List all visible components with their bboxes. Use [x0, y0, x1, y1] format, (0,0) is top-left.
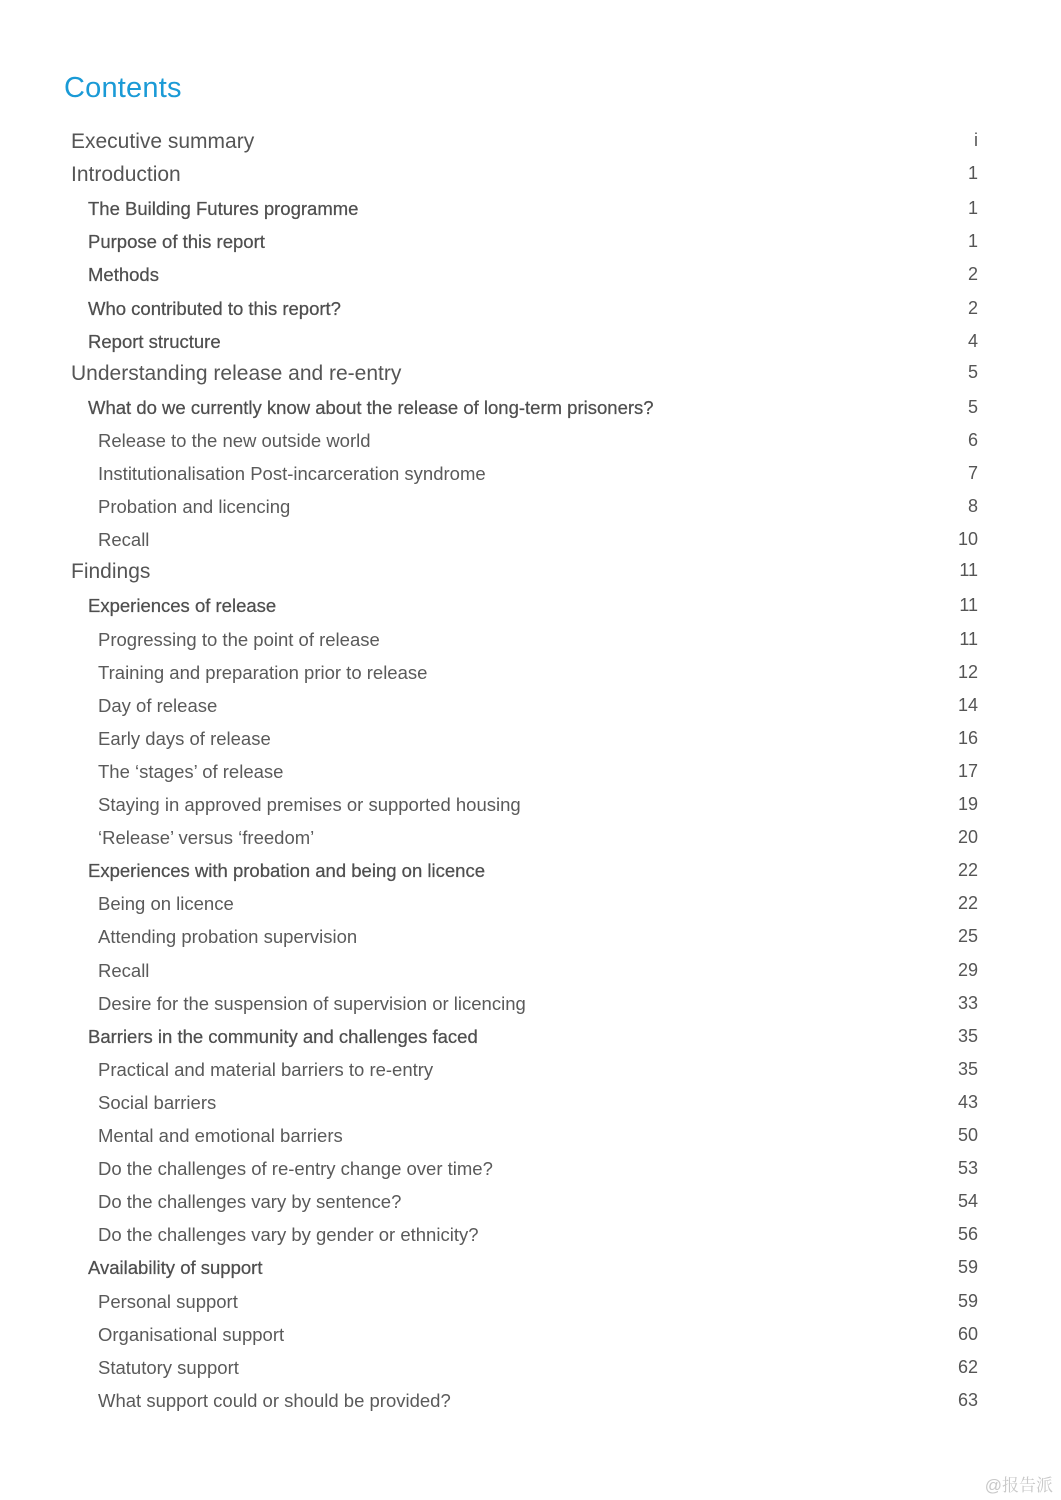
toc-entry-label[interactable]: Personal support	[98, 1290, 238, 1312]
toc-entry[interactable]	[0, 1119, 1061, 1152]
toc-entry-page-number[interactable]: 35	[957, 1025, 978, 1046]
toc-entry[interactable]	[0, 523, 1061, 556]
toc-entry[interactable]	[0, 424, 1061, 457]
toc-entry[interactable]	[0, 821, 1061, 854]
toc-entry[interactable]	[0, 1086, 1061, 1119]
toc-entry-label[interactable]: Statutory support	[98, 1356, 239, 1378]
toc-entry-label[interactable]: Practical and material barriers to re-entry	[98, 1058, 434, 1080]
toc-entry-page-number[interactable]: 5	[967, 361, 978, 382]
toc-entry-page-number[interactable]: 33	[957, 992, 978, 1013]
toc-entry-label[interactable]: The Building Futures programme	[88, 198, 359, 220]
toc-entry[interactable]	[0, 292, 1061, 325]
toc-entry[interactable]	[0, 623, 1061, 656]
toc-entry-page-number[interactable]: 8	[967, 496, 978, 517]
toc-entry-page-number[interactable]: 11	[959, 560, 978, 581]
toc-entry-page-number[interactable]: 29	[957, 959, 978, 980]
toc-entry-label[interactable]: Experiences of release	[88, 595, 277, 617]
toc-entry-page-number[interactable]: 6	[967, 429, 978, 450]
toc-entry[interactable]	[0, 788, 1061, 821]
toc-entry-label[interactable]: Attending probation supervision	[98, 926, 358, 948]
toc-entry[interactable]	[0, 755, 1061, 788]
toc-entry[interactable]	[0, 1020, 1061, 1053]
toc-entry-page-number[interactable]: 56	[957, 1224, 978, 1245]
toc-entry-page-number[interactable]: 63	[957, 1389, 978, 1410]
toc-entry-label[interactable]: Methods	[88, 264, 159, 286]
toc-entry-label[interactable]: Barriers in the community and challenges faced	[88, 1025, 478, 1047]
toc-entry[interactable]	[0, 920, 1061, 953]
toc-entry-label[interactable]: Day of release	[98, 694, 218, 716]
toc-entry-page-number[interactable]: 7	[967, 463, 978, 483]
toc-entry-label[interactable]: Early days of release	[98, 727, 271, 749]
toc-entry-label[interactable]: Being on licence	[98, 893, 234, 915]
toc-entry-label[interactable]: Desire for the suspension of supervision or licencing	[98, 992, 526, 1014]
toc-entry-page-number[interactable]: 5	[967, 396, 978, 417]
toc-entry[interactable]	[0, 1251, 1061, 1284]
toc-entry-page-number[interactable]: 16	[957, 727, 978, 748]
toc-entry-page-number[interactable]: 54	[957, 1191, 978, 1212]
toc-entry[interactable]	[0, 225, 1061, 258]
toc-entry[interactable]	[0, 325, 1061, 358]
toc-entry[interactable]	[0, 159, 1061, 192]
toc-entry-label[interactable]: The ‘stages’ of release	[98, 760, 284, 782]
toc-entry-label[interactable]: Introduction	[71, 163, 181, 187]
toc-entry[interactable]	[0, 722, 1061, 755]
toc-entry-page-number[interactable]: 22	[957, 893, 978, 914]
toc-entry-page-number[interactable]: 50	[957, 1125, 978, 1145]
toc-entry-page-number[interactable]: 11	[959, 595, 978, 616]
toc-entry[interactable]	[0, 1152, 1061, 1185]
toc-entry-label[interactable]: Do the challenges vary by sentence?	[98, 1191, 402, 1213]
toc-entry-label[interactable]: Institutionalisation Post-incarceration syndrome	[98, 463, 486, 484]
toc-entry-label[interactable]: Recall	[98, 529, 150, 551]
toc-entry[interactable]	[0, 987, 1061, 1020]
toc-entry-label[interactable]: Do the challenges vary by gender or ethnicity?	[98, 1224, 479, 1246]
toc-entry-label[interactable]: What support could or should be provided?	[98, 1389, 451, 1411]
toc-entry[interactable]	[0, 258, 1061, 291]
toc-entry-page-number[interactable]: 12	[957, 661, 978, 682]
toc-entry[interactable]	[0, 490, 1061, 523]
toc-entry[interactable]	[0, 1185, 1061, 1218]
toc-entry-page-number[interactable]: 10	[957, 529, 978, 550]
toc-entry-page-number[interactable]: 1	[967, 231, 978, 252]
toc-entry-page-number[interactable]: 59	[957, 1257, 978, 1278]
toc-entry-page-number[interactable]: 35	[957, 1058, 978, 1079]
toc-entry-label[interactable]: Organisational support	[98, 1323, 285, 1345]
toc-entry[interactable]	[0, 656, 1061, 689]
toc-entry-label[interactable]: Experiences with probation and being on licence	[88, 860, 485, 882]
toc-entry[interactable]	[0, 457, 1061, 490]
toc-entry-label[interactable]: Social barriers	[98, 1091, 217, 1113]
toc-entry[interactable]	[0, 589, 1061, 622]
toc-entry-label[interactable]: Report structure	[88, 330, 221, 352]
toc-entry[interactable]	[0, 887, 1061, 920]
toc-entry-page-number[interactable]: 60	[957, 1323, 978, 1344]
toc-entry-page-number[interactable]: 1	[967, 163, 978, 184]
toc-entry-page-number[interactable]: 22	[957, 860, 978, 881]
watermark: @报告派	[984, 1476, 1053, 1495]
toc-entry-label[interactable]: Do the challenges of re-entry change over time?	[98, 1158, 493, 1180]
toc-entry-label[interactable]: Mental and emotional barriers	[98, 1125, 343, 1146]
page-title: Contents	[64, 72, 182, 104]
toc-entry-page-number[interactable]: 1	[967, 198, 978, 219]
toc-entry-label[interactable]: Availability of support	[88, 1257, 263, 1279]
toc-entry-label[interactable]: ‘Release’ versus ‘freedom’	[98, 827, 315, 849]
toc-entry[interactable]	[0, 1318, 1061, 1351]
toc-entry-label[interactable]: Recall	[98, 959, 150, 981]
toc-entry[interactable]	[0, 689, 1061, 722]
toc-entry-label[interactable]: Release to the new outside world	[98, 429, 371, 451]
toc-entry[interactable]	[0, 1351, 1061, 1384]
toc-entry-label[interactable]: Training and preparation prior to release	[98, 661, 428, 683]
toc-entry-page-number[interactable]: 2	[967, 264, 978, 285]
toc-entry[interactable]	[0, 126, 1061, 159]
toc-entry-page-number[interactable]: 19	[957, 794, 978, 814]
toc-entry-page-number[interactable]: 20	[957, 827, 978, 848]
toc-entry-page-number[interactable]: 14	[957, 694, 978, 715]
toc-entry[interactable]	[0, 854, 1061, 887]
toc-entry-label[interactable]: Staying in approved premises or supported housing	[98, 794, 521, 815]
toc-entry[interactable]	[0, 954, 1061, 987]
toc-entry-label[interactable]: Probation and licencing	[98, 496, 291, 518]
toc-entry-label[interactable]: Purpose of this report	[88, 231, 265, 253]
toc-entry-page-number[interactable]: 25	[957, 926, 978, 947]
toc-entry[interactable]	[0, 1053, 1061, 1086]
toc-entry-page-number[interactable]: i	[974, 130, 978, 150]
toc-entry-page-number[interactable]: 2	[967, 297, 978, 318]
toc-entry-label[interactable]: What do we currently know about the release of long-term prisoners?	[88, 396, 654, 418]
toc-entry-page-number[interactable]: 53	[957, 1158, 978, 1179]
toc-entry-page-number[interactable]: 62	[957, 1356, 978, 1377]
toc-entry-label[interactable]: Progressing to the point of release	[98, 628, 380, 650]
toc-entry-label[interactable]: Findings	[71, 560, 151, 584]
toc-entry[interactable]	[0, 1218, 1061, 1251]
toc-entry-page-number[interactable]: 11	[959, 628, 978, 649]
toc-entry-label[interactable]: Who contributed to this report?	[88, 297, 341, 319]
toc-entry[interactable]	[0, 358, 1061, 391]
toc-entry-page-number[interactable]: 59	[957, 1290, 978, 1311]
toc-entry-page-number[interactable]: 43	[957, 1091, 978, 1112]
toc-entry[interactable]	[0, 192, 1061, 225]
toc-entry-label[interactable]: Executive summary	[71, 130, 255, 153]
toc-entry-page-number[interactable]: 17	[957, 760, 978, 781]
toc-entry[interactable]	[0, 1384, 1061, 1417]
toc-entry[interactable]	[0, 556, 1061, 589]
toc-entry-label[interactable]: Understanding release and re-entry	[71, 361, 402, 385]
toc-entry[interactable]	[0, 391, 1061, 424]
toc-entry[interactable]	[0, 1285, 1061, 1318]
toc-entry-page-number[interactable]: 4	[967, 330, 978, 351]
